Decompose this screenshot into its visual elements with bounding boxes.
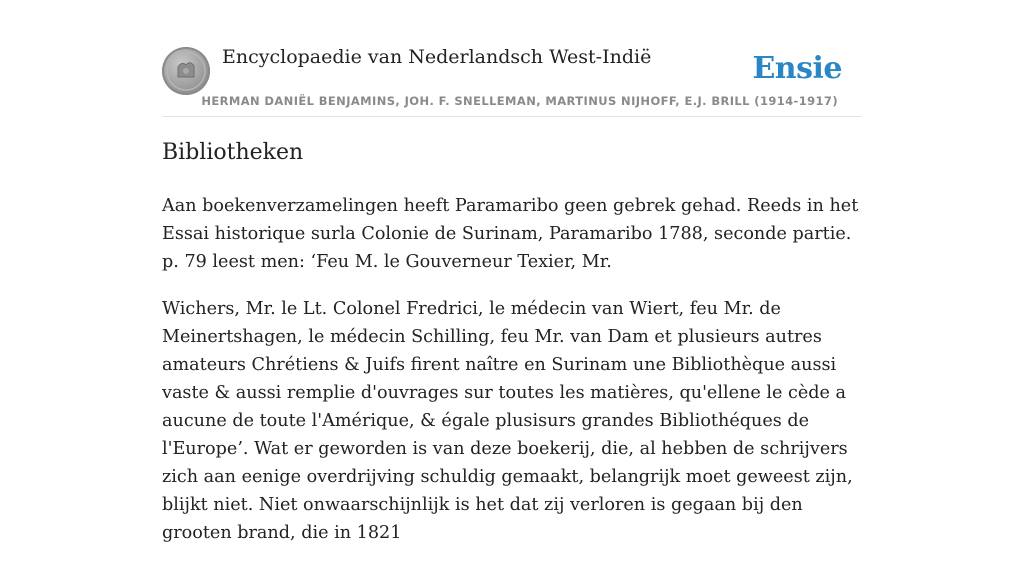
article-paragraph: Wichers, Mr. le Lt. Colonel Fredrici, le médecin van Wiert, feu Mr. de Meinertshagen, le médecin Schilling, feu Mr. van Dam et plusieurs autres amateurs Chrétiens & Juifs firent naître en Surinam une Bibliothèque aussi vaste & aussi remplie d'ouvrages sur toutes les matières, qu'ellene le cède a aucune de toute l'Amérique, & égale plusisurs grandes Bibliothéques de l'Europe’. Wat er geworden is van deze boekerij, die, al hebben de schrijvers zich aan eenige overdrijving schuldig gemaakt, belangrijk moet geweest zijn, blijkt niet. Niet onwaarschijnlijk is het dat zij verloren is gegaan bij den grooten brand, die in 1821 [162,299,853,543]
publication-title[interactable]: Encyclopaedie van Nederlandsch West-Indië [222,46,652,68]
publication-authors: HERMAN DANIËL BENJAMINS, JOH. F. SNELLEMAN, MARTINUS NIJHOFF, E.J. BRILL (1914-1917) [201,94,838,108]
article-title: Bibliotheken [162,140,304,165]
article-body [162,192,862,566]
coin-seal-icon[interactable] [162,47,210,95]
article-paragraph: Aan boekenverzamelingen heeft Paramaribo geen gebrek gehad. Reeds in het Essai historique surla Colonie de Surinam, Paramaribo 1788, seconde partie. p. 79 leest men: ‘Feu M. le Gouverneur Texier, Mr. [162,196,859,272]
site-header [162,40,862,117]
brand-logo[interactable]: Ensie [752,51,842,86]
coin-seal-graphic [162,47,210,95]
